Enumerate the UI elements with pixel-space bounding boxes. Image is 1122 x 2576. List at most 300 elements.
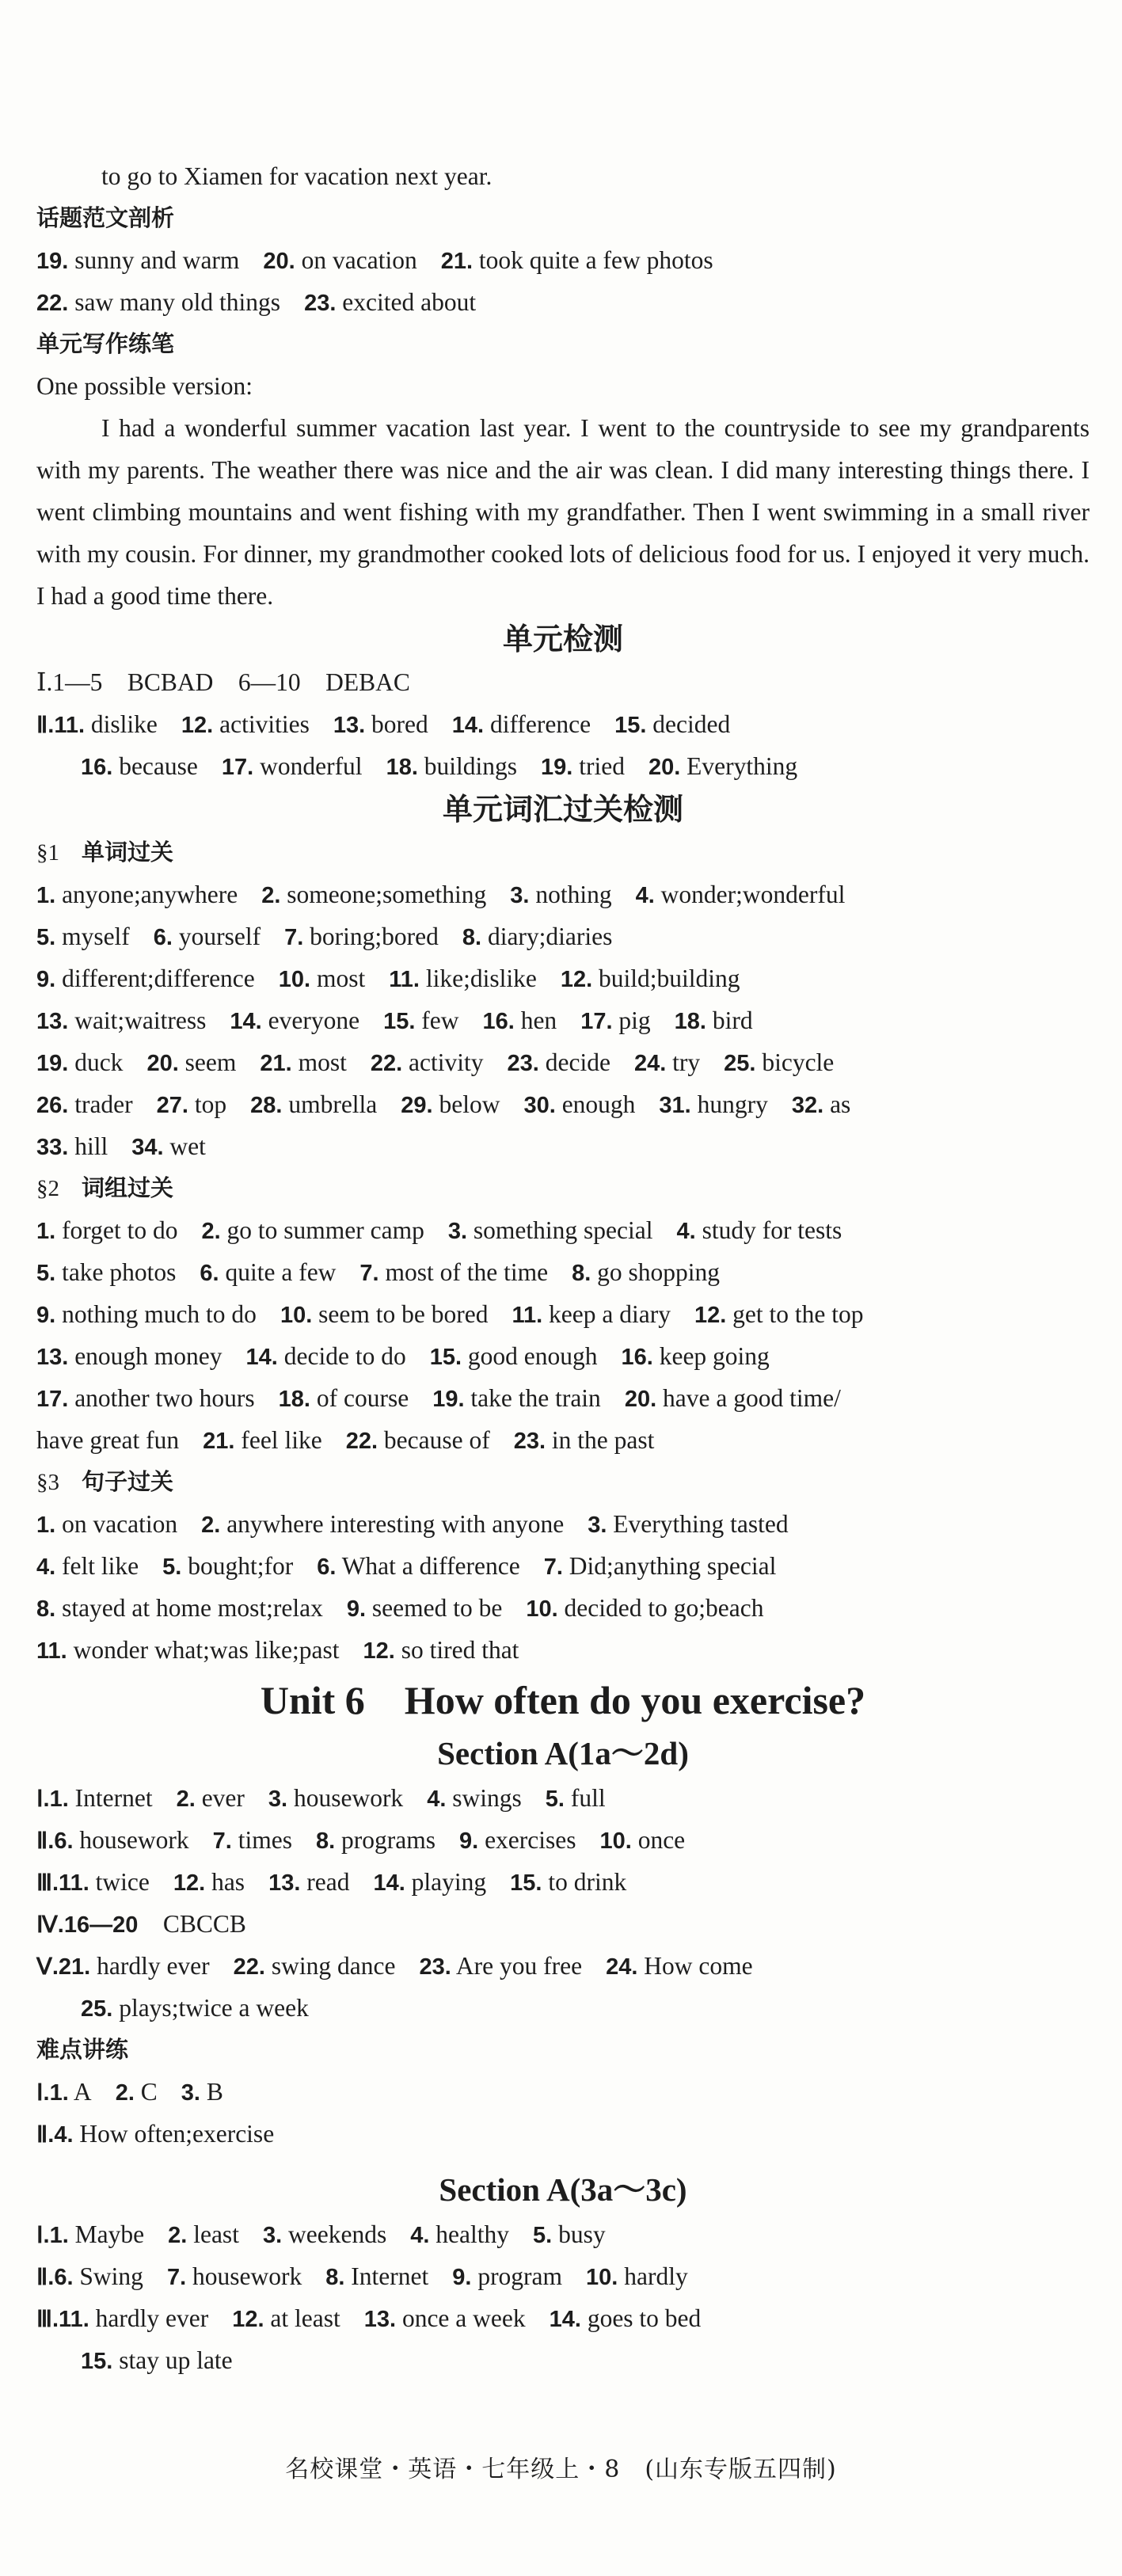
answer-line	[36, 1545, 1090, 1587]
answer-text: keep a diary	[542, 1300, 671, 1328]
answer-item	[36, 1826, 189, 1854]
answer-item	[580, 1006, 650, 1034]
answer-item	[389, 965, 537, 992]
answer-text: Internet	[344, 2262, 429, 2290]
answer-text: twice	[89, 1868, 150, 1896]
answer-text: wonderful	[253, 752, 363, 780]
answer-text: swing dance	[264, 1952, 396, 1980]
answer-item	[561, 965, 740, 992]
answer-text: decided	[646, 710, 731, 738]
unit-test-line-1: Ⅰ.1—5 BCBAD 6—10 DEBAC	[36, 668, 410, 696]
answer-text: good enough	[462, 1342, 598, 1370]
answer-line	[36, 915, 1090, 957]
answer-text: nothing much to do	[55, 1300, 257, 1328]
answer-item	[232, 2304, 340, 2332]
answer-number: 10.	[280, 1303, 313, 1328]
answer-item	[268, 1784, 403, 1812]
answer-number: 15.	[383, 1009, 416, 1034]
answer-item	[462, 923, 613, 950]
answer-number: Ⅲ.11.	[36, 1870, 89, 1896]
section-a-1a-2d-answers	[36, 1777, 1090, 1987]
answer-text: below	[432, 1090, 500, 1118]
answer-text: has	[205, 1868, 245, 1896]
answer-item	[81, 1994, 309, 2022]
answer-number: 2.	[261, 883, 281, 908]
answer-item	[279, 1384, 409, 1412]
answer-item	[541, 752, 625, 780]
answer-line	[36, 1419, 1090, 1461]
answer-item	[363, 1636, 519, 1664]
answer-number: 13.	[36, 1345, 69, 1370]
answer-number: 24.	[633, 1051, 667, 1076]
answer-item	[181, 2078, 223, 2106]
answer-line	[36, 1209, 1090, 1251]
answer-number: 7.	[284, 925, 304, 950]
answer-item	[546, 1784, 606, 1812]
answer-number: 4.	[427, 1786, 447, 1812]
answer-text: CBCCB	[138, 1910, 246, 1938]
answer-item	[325, 2262, 428, 2290]
answer-number: 16.	[621, 1345, 653, 1370]
answer-text: stay up late	[112, 2346, 233, 2374]
answer-number: 14.	[451, 713, 485, 738]
answer-item	[512, 1300, 671, 1328]
answer-line	[36, 1041, 1090, 1083]
answer-line	[36, 1125, 1090, 1167]
answer-item	[36, 1868, 150, 1896]
answer-text: have great fun	[36, 1426, 180, 1454]
answer-item	[694, 1300, 864, 1328]
answer-text: full	[564, 1784, 606, 1812]
answer-number: 18.	[278, 1387, 310, 1412]
section-3-answers	[36, 1503, 1090, 1671]
answer-text: A	[68, 2078, 92, 2106]
answer-item	[448, 1216, 653, 1244]
answer-number: 6.	[200, 1261, 219, 1286]
answer-number: 20.	[146, 1051, 179, 1076]
answer-item	[572, 1258, 720, 1286]
answer-number: 11.	[512, 1303, 543, 1328]
answer-item	[600, 1826, 686, 1854]
topic-analysis-answers	[36, 239, 1090, 323]
answer-item	[346, 1426, 490, 1454]
answer-item	[588, 1510, 788, 1538]
answer-text: dislike	[85, 710, 158, 738]
answer-text: seem to be bored	[312, 1300, 489, 1328]
answer-number: 16.	[482, 1009, 515, 1034]
answer-text: Did;anything special	[562, 1552, 777, 1580]
answer-text: bought;for	[181, 1552, 294, 1580]
answer-text: hardly	[618, 2262, 688, 2290]
answer-number: Ⅱ.6.	[36, 2265, 74, 2290]
answer-number: Ⅰ.1.	[36, 2223, 69, 2248]
answer-item	[606, 1952, 753, 1980]
answer-text: try	[666, 1048, 701, 1076]
section-2-label: 词组过关	[82, 1174, 174, 1201]
answer-item	[550, 2304, 702, 2332]
answer-number: 2.	[201, 1219, 221, 1244]
answer-item	[268, 1868, 349, 1896]
answer-text: another two hours	[68, 1384, 255, 1412]
answer-number: 3.	[181, 2080, 200, 2106]
answer-item	[36, 2120, 274, 2148]
answer-number: 27.	[156, 1093, 188, 1118]
answer-text: umbrella	[282, 1090, 378, 1118]
answer-text: wonder;wonderful	[654, 881, 846, 908]
answer-number: 10.	[586, 2265, 618, 2290]
answer-item	[181, 710, 310, 738]
answer-number: 10.	[278, 967, 311, 992]
answer-item	[427, 1784, 522, 1812]
answer-text: top	[188, 1090, 227, 1118]
answer-item	[230, 1006, 359, 1034]
answer-number: 12.	[363, 1638, 395, 1664]
answer-item	[250, 1090, 377, 1118]
answer-number: 16.	[81, 755, 113, 780]
answer-number: 31.	[659, 1093, 691, 1118]
unit-6-title: Unit 6 How often do you exercise?	[260, 1678, 866, 1722]
answer-item	[200, 1258, 336, 1286]
answer-number: 4.	[635, 883, 655, 908]
answer-line	[36, 281, 1090, 323]
section-3-heading	[36, 1461, 1090, 1503]
answer-text: activities	[213, 710, 310, 738]
answer-item	[81, 2346, 233, 2374]
answer-number: 8.	[36, 1596, 56, 1622]
answer-text: anywhere interesting with anyone	[220, 1510, 565, 1538]
answer-number: 13.	[363, 2307, 397, 2332]
section-a-3a-3c-title: Section A(3a～3c)	[439, 2171, 687, 2208]
answer-line	[36, 957, 1090, 999]
answer-number: 19.	[541, 755, 573, 780]
answer-text: bored	[365, 710, 428, 738]
answer-text: duck	[68, 1048, 124, 1076]
answer-number: 14.	[549, 2307, 581, 2332]
answer-line	[36, 2071, 1090, 2113]
answer-number: 12.	[181, 713, 214, 738]
answer-number: 6.	[153, 925, 173, 950]
answer-number: 15.	[81, 2349, 113, 2374]
answer-line	[36, 1945, 1090, 1987]
answer-number: 4.	[676, 1219, 696, 1244]
answer-text: sunny and warm	[68, 246, 240, 274]
answer-text: ever	[195, 1784, 245, 1812]
answer-text: bicycle	[755, 1048, 835, 1076]
answer-item	[724, 1048, 834, 1076]
answer-number: 6.	[317, 1554, 337, 1580]
answer-number: 32.	[791, 1093, 824, 1118]
answer-number: Ⅰ.1.	[36, 2080, 69, 2106]
answer-number: 20.	[648, 755, 681, 780]
answer-item	[410, 2220, 509, 2248]
answer-item	[36, 288, 280, 316]
answer-number: 25.	[81, 1996, 113, 2022]
unit-test-line-2	[36, 703, 1090, 745]
answer-item	[167, 2262, 302, 2290]
answer-item	[263, 246, 416, 274]
answer-item	[36, 1342, 222, 1370]
answer-item	[359, 1258, 548, 1286]
answer-item	[201, 1216, 424, 1244]
answer-text: most	[310, 965, 366, 992]
answer-number: 7.	[543, 1554, 563, 1580]
answer-line	[36, 1587, 1090, 1629]
answer-text: Internet	[68, 1784, 153, 1812]
answer-line	[36, 2297, 1090, 2339]
answer-text: as	[823, 1090, 851, 1118]
answer-line	[36, 1251, 1090, 1293]
answer-number: 3.	[268, 1786, 288, 1812]
answer-item	[246, 1342, 406, 1370]
answer-text: keep going	[652, 1342, 770, 1370]
answer-text: healthy	[429, 2220, 509, 2248]
answer-item	[36, 965, 255, 992]
answer-text: Everything tasted	[607, 1510, 789, 1538]
answer-text: quite a few	[219, 1258, 337, 1286]
answer-item	[333, 710, 428, 738]
answer-number: 21.	[203, 1429, 235, 1454]
answer-item	[36, 2078, 92, 2106]
answer-item	[636, 881, 846, 908]
page-content	[36, 155, 1090, 2381]
answer-item	[261, 881, 486, 908]
answer-text: because	[112, 752, 198, 780]
answer-number: 28.	[250, 1093, 283, 1118]
answer-number: 5.	[545, 1786, 565, 1812]
answer-item	[177, 1784, 245, 1812]
answer-text: housework	[287, 1784, 404, 1812]
answer-item	[36, 1132, 108, 1160]
answer-item	[459, 1826, 576, 1854]
answer-text: tried	[572, 752, 625, 780]
answer-item	[36, 1048, 123, 1076]
section-1-number: §1	[36, 840, 59, 866]
vocab-test-title: 单元词汇过关检测	[442, 792, 683, 827]
answer-text: buildings	[417, 752, 518, 780]
answer-text: housework	[186, 2262, 302, 2290]
answer-text: What a difference	[336, 1552, 520, 1580]
answer-text: wonder what;was like;past	[67, 1636, 340, 1664]
answer-number: 15.	[510, 1870, 542, 1896]
answer-number: 19.	[432, 1387, 465, 1412]
answer-item	[36, 1006, 206, 1034]
answer-item	[792, 1090, 850, 1118]
answer-item	[201, 1510, 564, 1538]
answer-number: 29.	[401, 1093, 433, 1118]
answer-number: 2.	[201, 1512, 221, 1538]
answer-number: 2.	[176, 1786, 196, 1812]
section-a-3a-3c-answers	[36, 2213, 1090, 2339]
answer-text: seem	[178, 1048, 237, 1076]
answer-item	[452, 710, 591, 738]
answer-item	[116, 2078, 158, 2106]
answer-number: 18.	[674, 1009, 706, 1034]
answer-number: 7.	[166, 2265, 187, 2290]
answer-number: 22.	[370, 1051, 403, 1076]
answer-item	[284, 923, 439, 950]
answer-item	[222, 752, 363, 780]
answer-text: saw many old things	[68, 288, 281, 316]
writing-intro: One possible version:	[36, 372, 253, 400]
answer-text: on vacation	[295, 246, 417, 274]
answer-number: 21.	[440, 249, 474, 274]
answer-item	[162, 1552, 293, 1580]
answer-text: How often;exercise	[73, 2120, 275, 2148]
answer-item	[36, 881, 238, 908]
answer-number: 8.	[325, 2265, 345, 2290]
answer-item	[157, 1090, 226, 1118]
answer-item	[675, 1006, 753, 1034]
answer-number: 22.	[345, 1429, 378, 1454]
answer-text: Swing	[73, 2262, 143, 2290]
answer-text: yourself	[172, 923, 261, 950]
answer-text: How come	[637, 1952, 753, 1980]
answer-item	[419, 1952, 582, 1980]
answer-item	[659, 1090, 767, 1118]
answer-item	[304, 288, 476, 316]
unit-test-line-3	[36, 745, 1090, 787]
answer-line	[36, 1377, 1090, 1419]
answer-text: pig	[612, 1006, 651, 1034]
answer-number: 14.	[245, 1345, 278, 1370]
answer-text: enough	[555, 1090, 636, 1118]
answer-text: everyone	[261, 1006, 360, 1034]
answer-item	[347, 1594, 503, 1622]
section-2-heading	[36, 1167, 1090, 1209]
answer-number: 14.	[373, 1870, 405, 1896]
answer-text: hen	[514, 1006, 557, 1034]
answer-text: Everything	[680, 752, 798, 780]
answer-item	[36, 1952, 210, 1980]
answer-item	[36, 1594, 323, 1622]
answer-text: get to the top	[726, 1300, 864, 1328]
answer-text: of course	[310, 1384, 409, 1412]
answer-number: 22.	[233, 1954, 265, 1980]
answer-line	[36, 999, 1090, 1041]
answer-text: B	[200, 2078, 223, 2106]
answer-item	[510, 881, 611, 908]
answer-text: have a good time/	[656, 1384, 841, 1412]
answer-text: feel like	[234, 1426, 322, 1454]
answer-text: stayed at home most;relax	[55, 1594, 323, 1622]
answer-number: 23.	[304, 291, 337, 316]
answer-text: times	[231, 1826, 292, 1854]
answer-text: read	[300, 1868, 350, 1896]
answer-text: trader	[68, 1090, 133, 1118]
answer-line	[36, 1629, 1090, 1671]
answer-item	[146, 1048, 236, 1076]
answer-item	[36, 1426, 179, 1454]
answer-number: 3.	[510, 883, 530, 908]
answer-line	[36, 1293, 1090, 1335]
answer-number: 3.	[588, 1512, 607, 1538]
answer-text: take photos	[55, 1258, 177, 1286]
answer-number: Ⅳ.16—20	[36, 1912, 139, 1938]
section-2-answers	[36, 1209, 1090, 1461]
answer-number: 13.	[268, 1870, 301, 1896]
answer-text: go to summer camp	[220, 1216, 424, 1244]
answer-item	[432, 1384, 601, 1412]
answer-item	[131, 1132, 206, 1160]
section-a-1a-2d-title: Section A(1a～2d)	[437, 1735, 689, 1771]
answer-item	[441, 246, 713, 274]
answer-item	[81, 752, 198, 780]
answer-number: 9.	[36, 967, 56, 992]
answer-item	[36, 1384, 255, 1412]
answer-text: busy	[552, 2220, 606, 2248]
answer-line	[36, 2255, 1090, 2297]
answer-text: nothing	[529, 881, 612, 908]
answer-item	[622, 1342, 770, 1370]
answer-text: take the train	[464, 1384, 601, 1412]
answer-text: at least	[264, 2304, 340, 2332]
answer-item	[279, 965, 365, 992]
answer-item	[483, 1006, 557, 1034]
page-footer: 名校课堂・英语・七年级上・8 (山东专版五四制)	[285, 2456, 837, 2483]
writing-heading: 单元写作练笔	[36, 330, 175, 357]
answer-number: 21.	[260, 1051, 292, 1076]
answer-number: Ⅱ.6.	[36, 1828, 74, 1854]
answer-number: 1.	[36, 883, 56, 908]
answer-number: 2.	[115, 2080, 135, 2106]
difficulty-answers	[36, 2071, 1090, 2155]
answer-item	[523, 1090, 635, 1118]
answer-text: excited about	[336, 288, 477, 316]
answer-text: hill	[68, 1132, 108, 1160]
answer-line	[36, 1777, 1090, 1819]
answer-number: 3.	[262, 2223, 283, 2248]
answer-text: exercises	[478, 1826, 576, 1854]
answer-number: 10.	[599, 1828, 632, 1854]
answer-number: 13.	[36, 1009, 69, 1034]
answer-item	[634, 1048, 700, 1076]
answer-number: 17.	[580, 1009, 613, 1034]
answer-number: 8.	[315, 1828, 336, 1854]
answer-item	[36, 1910, 246, 1938]
section-1-heading	[36, 831, 1090, 873]
answer-text: swings	[446, 1784, 522, 1812]
answer-item	[586, 2262, 688, 2290]
answer-number: 30.	[523, 1093, 556, 1118]
answer-number: 33.	[36, 1135, 69, 1160]
answer-item	[173, 1868, 245, 1896]
answer-text: programs	[335, 1826, 435, 1854]
answer-item	[544, 1552, 777, 1580]
answer-text: diary;diaries	[481, 923, 613, 950]
answer-text: took quite a few photos	[473, 246, 713, 274]
answer-item	[36, 1258, 176, 1286]
answer-number: 23.	[507, 1051, 539, 1076]
answer-number: 10.	[526, 1596, 558, 1622]
answer-item	[514, 1426, 655, 1454]
answer-number: 15.	[429, 1345, 462, 1370]
answer-text: difference	[484, 710, 591, 738]
answer-item	[36, 1510, 177, 1538]
answer-item	[234, 1952, 396, 1980]
answer-text: few	[415, 1006, 459, 1034]
answer-item	[36, 2220, 144, 2248]
answer-text: bird	[706, 1006, 753, 1034]
difficulty-heading: 难点讲练	[36, 2036, 129, 2063]
answer-text: hungry	[690, 1090, 768, 1118]
answer-item	[213, 1826, 292, 1854]
answer-text: like;dislike	[419, 965, 537, 992]
answer-text: Are you free	[451, 1952, 583, 1980]
section-1-label: 单词过关	[82, 839, 174, 866]
answer-item	[430, 1342, 598, 1370]
answer-text: decide	[538, 1048, 610, 1076]
answer-item	[36, 1216, 177, 1244]
